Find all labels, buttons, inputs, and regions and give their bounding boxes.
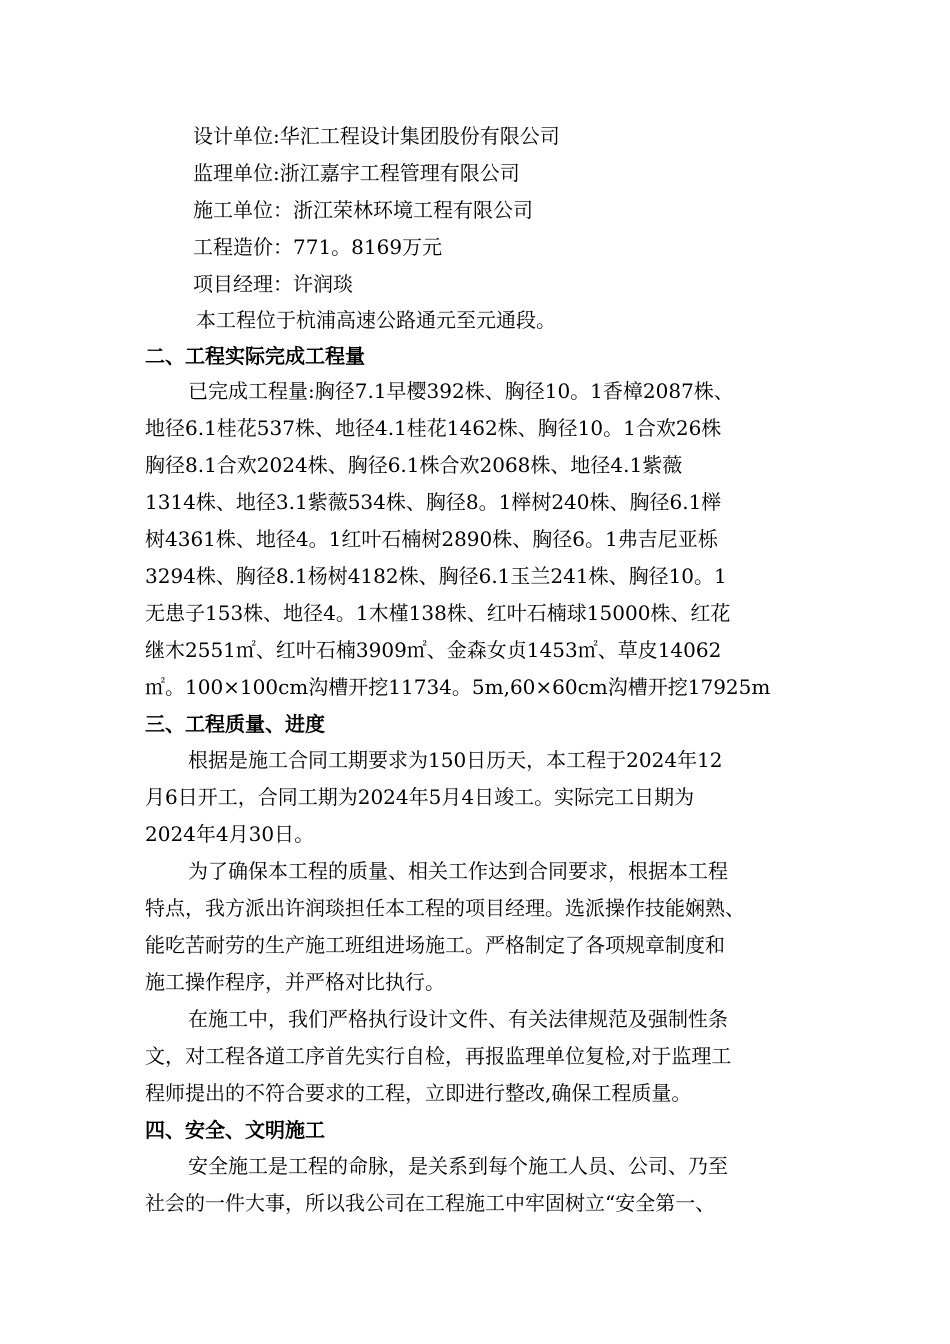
safety-paragraph-line: 社会的一件大事，所以我公司在工程施工中牢固树立“安全第一、: [145, 1191, 716, 1215]
quantities-line: 已完成工程量:胸径7.1早樱392株、胸径10。1香樟2087株、: [188, 379, 734, 403]
quality-paragraph-line: 施工操作程序，并严格对比执行。: [145, 970, 445, 994]
inspection-paragraph-line: 程师提出的不符合要求的工程，立即进行整改,确保工程质量。: [145, 1081, 692, 1105]
inspection-paragraph-line: 在施工中，我们严格执行设计文件、有关法律规范及强制性条: [188, 1007, 728, 1031]
project-cost-line: 工程造价：771。8169万元: [193, 235, 443, 259]
section-heading-quality-progress: 三、工程质量、进度: [145, 712, 325, 736]
quantities-line: 地径6.1桂花537株、地径4.1桂花1462株、胸径10。1合欢26株: [145, 416, 722, 440]
quantities-line: ㎡。100×100cm沟槽开挖11734。5m,60×60cm沟槽开挖17925m: [145, 675, 771, 699]
quantities-line: 1314株、地径3.1紫薇534株、胸径8。1榉树240株、胸径6.1榉: [145, 490, 722, 514]
design-unit-line: 设计单位:华汇工程设计集团股份有限公司: [193, 124, 560, 148]
quality-paragraph-line: 能吃苦耐劳的生产施工班组进场施工。严格制定了各项规章制度和: [145, 933, 725, 957]
project-manager-line: 项目经理：许润琰: [193, 272, 353, 296]
construction-unit-line: 施工单位：浙江荣林环境工程有限公司: [193, 198, 533, 222]
schedule-paragraph-line: 月6日开工，合同工期为2024年5月4日竣工。实际完工日期为: [145, 785, 695, 809]
inspection-paragraph-line: 文，对工程各道工序首先实行自检，再报监理单位复检,对于监理工: [145, 1044, 732, 1068]
schedule-paragraph-line: 根据是施工合同工期要求为150日历天，本工程于2024年12: [188, 748, 723, 772]
schedule-paragraph-line: 2024年4月30日。: [145, 822, 315, 846]
safety-paragraph-line: 安全施工是工程的命脉，是关系到每个施工人员、公司、乃至: [188, 1154, 728, 1178]
quality-paragraph-line: 特点，我方派出许润琰担任本工程的项目经理。选派操作技能娴熟、: [145, 896, 745, 920]
quantities-line: 继木2551㎡、红叶石楠3909㎡、金森女贞1453㎡、草皮14062: [145, 638, 722, 662]
supervision-unit-line: 监理单位:浙江嘉宇工程管理有限公司: [193, 161, 520, 185]
quantities-line: 无患子153株、地径4。1木槿138株、红叶石楠球15000株、红花: [145, 601, 731, 625]
project-location-line: 本工程位于杭浦高速公路通元至元通段。: [196, 308, 556, 332]
quantities-line: 树4361株、地径4。1红叶石楠树2890株、胸径6。1弗吉尼亚栎: [145, 527, 718, 551]
quantities-line: 3294株、胸径8.1杨树4182株、胸径6.1玉兰241株、胸径10。1: [145, 564, 727, 588]
section-heading-safety: 四、安全、文明施工: [145, 1118, 325, 1142]
quality-paragraph-line: 为了确保本工程的质量、相关工作达到合同要求，根据本工程: [188, 859, 728, 883]
quantities-line: 胸径8.1合欢2024株、胸径6.1株合欢2068株、地径4.1紫薇: [145, 453, 683, 477]
section-heading-quantities: 二、工程实际完成工程量: [145, 344, 365, 368]
